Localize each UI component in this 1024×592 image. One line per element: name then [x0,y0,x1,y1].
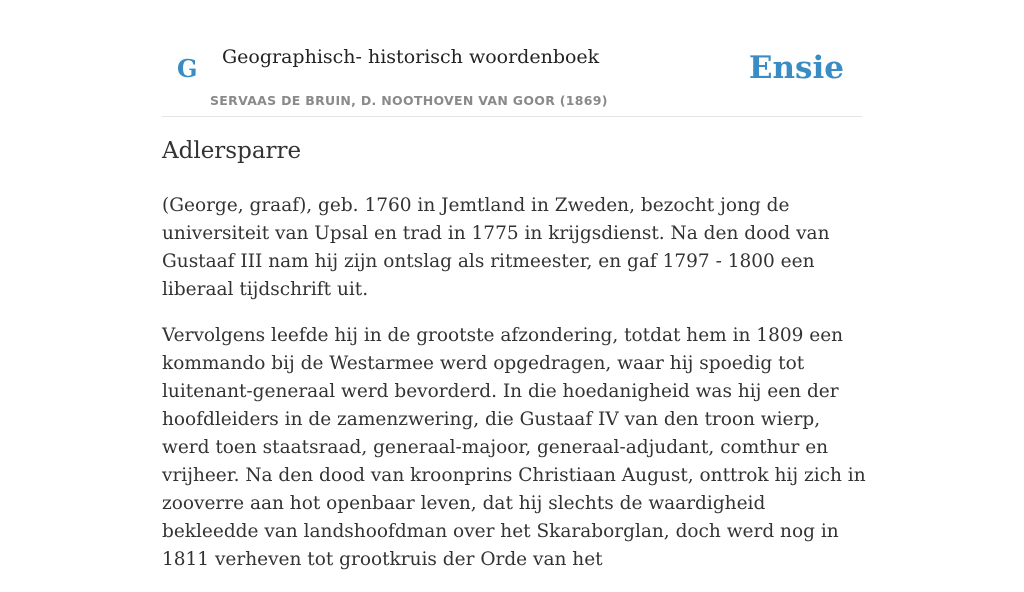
entry-paragraph: (George, graaf), geb. 1760 in Jemtland in Zweden, bezocht jong de universiteit van Upsal en trad in 1775 in krijgsdienst. Na den dood van Gustaaf III nam hij zijn ontslag als ritmeester, en gaf 1797 - 1800 een liberaal tijdschrift uit. [162,195,830,300]
book-logo-icon[interactable]: G [177,54,198,83]
page-header [162,0,862,117]
entry-title: Adlersparre [162,138,302,164]
ensie-logo-link[interactable]: Ensie [748,50,844,86]
book-authors: SERVAAS DE BRUIN, D. NOOTHOVEN VAN GOOR (1869) [210,93,608,108]
entry-body [162,192,866,592]
entry-paragraph: Vervolgens leefde hij in de grootste afzondering, totdat hem in 1809 een kommando bij de Westarmee werd opgedragen, waar hij spoedig tot luitenant-generaal werd bevorderd. In die hoedanigheid was hij een der hoofdleiders in de zamenzwering, die Gustaaf IV van den troon wierp, werd toen staatsraad, generaal-majoor, generaal-adjudant, comthur en vrijheer. Na den dood van kroonprins Christiaan August, onttrok hij zich in zooverre aan hot openbaar leven, dat hij slechts de waardigheid bekleedde van landshoofdman over het Skaraborglan, doch werd nog in 1811 verheven tot grootkruis der Orde van het [162,325,866,570]
book-title-link[interactable]: Geographisch- historisch woordenboek [222,46,600,68]
